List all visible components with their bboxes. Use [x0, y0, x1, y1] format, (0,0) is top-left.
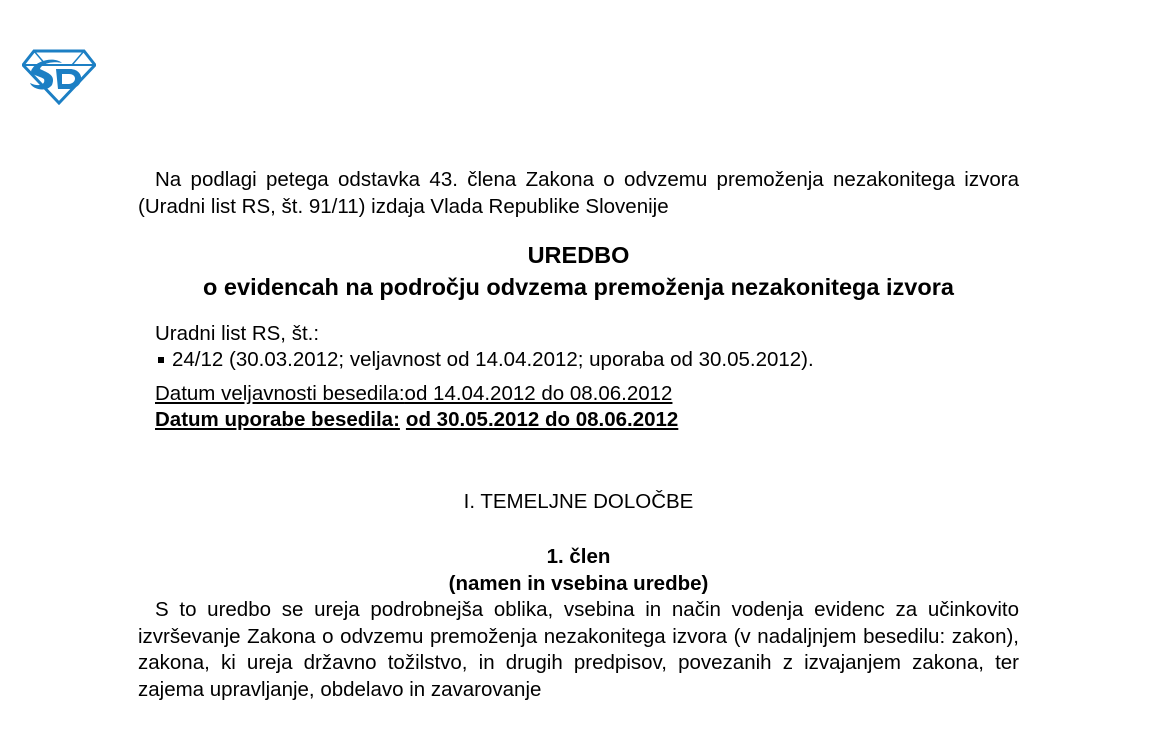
validity-date-row: [155, 381, 1019, 407]
publication-label: Uradni list RS, št.:: [155, 322, 320, 345]
decree-title-main: UREDBO: [527, 242, 630, 268]
bullet-icon: [158, 357, 164, 363]
sd-diamond-logo-icon: [22, 47, 96, 105]
application-date-row: [155, 407, 1019, 433]
logo: [22, 47, 96, 105]
text-dates: [138, 381, 1019, 433]
document-body: [138, 166, 1019, 703]
application-date-value: od 30.05.2012 do 08.06.2012: [405, 408, 679, 431]
article-paragraph: S to uredbo se ureja podrobnejša oblika, vsebina in način vodenja evidenc za učinkovito izvrševanje Zakona o odvzemu premoženja nezakonitega izvora (v nadaljnjem besedilu: zakon), zakona, ki ureja državno tožilstvo, in drugih predpisov, povezanih z izvajanjem zakona, ter zajema upravljanje, obdelavo in zavarovanje: [138, 598, 1019, 701]
application-date-label: Datum uporabe besedila:: [155, 408, 400, 431]
article-number: 1. člen: [546, 545, 611, 568]
decree-title-subtitle: o evidencah na področju odvzema premoženja nezakonitega izvora: [203, 274, 954, 300]
publication-list-item: [155, 347, 1019, 373]
validity-date-value: od 14.04.2012 do 08.06.2012: [404, 382, 673, 405]
publication-info: [138, 321, 1019, 373]
article-heading: [138, 543, 1019, 597]
validity-date-label: Datum veljavnosti besedila:: [155, 382, 405, 405]
section-heading: I. TEMELJNE DOLOČBE: [463, 490, 694, 513]
article-subtitle: (namen in vsebina uredbe): [448, 572, 709, 595]
decree-title: [138, 239, 1019, 303]
publication-item-text: 24/12 (30.03.2012; veljavnost od 14.04.2012; uporaba od 30.05.2012).: [172, 348, 814, 371]
preamble-text: Na podlagi petega odstavka 43. člena Zakona o odvzemu premoženja nezakonitega izvora (Uradni list RS, št. 91/11) izdaja Vlada Republike Slovenije: [138, 168, 1019, 218]
